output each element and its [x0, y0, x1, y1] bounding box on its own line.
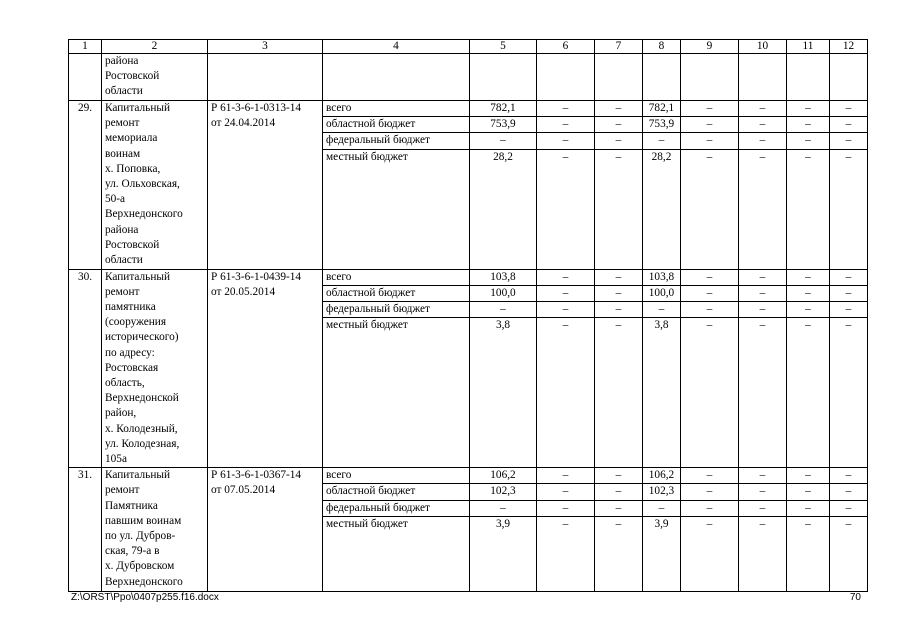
- value-cell-8: 106,2: [643, 468, 681, 484]
- value-cell-8: 28,2: [643, 149, 681, 269]
- value-cell-6: –: [537, 500, 595, 516]
- header-cell: 7: [595, 40, 643, 54]
- value-cell-7: –: [595, 285, 643, 301]
- value-cell-5: 28,2: [470, 149, 537, 269]
- value-cell-9: –: [681, 484, 739, 500]
- value-cell-5: –: [470, 302, 537, 318]
- header-cell: 6: [537, 40, 595, 54]
- value-cell-11: –: [787, 484, 830, 500]
- value-cell-9: –: [681, 133, 739, 149]
- row-number-cell: 29.: [69, 101, 102, 270]
- value-cell-6: –: [537, 302, 595, 318]
- value-cell-8: 102,3: [643, 484, 681, 500]
- value-cell-6: –: [537, 133, 595, 149]
- funding-source-cell: всего: [323, 101, 470, 117]
- header-cell: 4: [323, 40, 470, 54]
- object-name-cell: Капитальный ремонт Памятника павшим воинам по ул. Дубров- ская, 79-а в х. Дубровском Верхнедонского: [102, 468, 208, 592]
- value-cell-9: –: [681, 302, 739, 318]
- footer-page-number: 70: [849, 592, 861, 603]
- table-row: [69, 101, 868, 117]
- value-cell-10: –: [739, 149, 787, 269]
- value-cell-12: –: [830, 117, 868, 133]
- value-cell-9: –: [681, 516, 739, 591]
- value-cell-9: –: [681, 285, 739, 301]
- value-cell-8: 3,8: [643, 318, 681, 468]
- value-cell-10: –: [739, 133, 787, 149]
- value-cell-11: –: [787, 133, 830, 149]
- value-cell-12: –: [830, 302, 868, 318]
- value-cell-5: 782,1: [470, 101, 537, 117]
- funding-source-cell: федеральный бюджет: [323, 500, 470, 516]
- value-cell-10: –: [739, 516, 787, 591]
- value-cell-10: –: [739, 269, 787, 285]
- document-number-cell: Р 61-3-6-1-0439-14 от 20.05.2014: [208, 269, 323, 468]
- value-cell-11: –: [787, 302, 830, 318]
- empty-cell: [830, 54, 868, 101]
- table-body: [69, 40, 868, 592]
- value-cell-7: –: [595, 500, 643, 516]
- object-name-cell: Капитальный ремонт мемориала воинам х. Поповка, ул. Ольховская, 50-а Верхнедонского района Ростовской области: [102, 101, 208, 270]
- footer-file-path: Z:\ORST\Ppo\0407p255.f16.docx: [71, 592, 219, 603]
- value-cell-5: 106,2: [470, 468, 537, 484]
- empty-cell: [323, 54, 470, 101]
- document-number-cell: Р 61-3-6-1-0313-14 от 24.04.2014: [208, 101, 323, 270]
- value-cell-11: –: [787, 318, 830, 468]
- document-table: [68, 39, 868, 592]
- value-cell-12: –: [830, 484, 868, 500]
- funding-source-cell: всего: [323, 468, 470, 484]
- value-cell-6: –: [537, 101, 595, 117]
- value-cell-12: –: [830, 269, 868, 285]
- funding-source-cell: всего: [323, 269, 470, 285]
- value-cell-5: –: [470, 500, 537, 516]
- value-cell-11: –: [787, 149, 830, 269]
- funding-source-cell: областной бюджет: [323, 285, 470, 301]
- value-cell-10: –: [739, 101, 787, 117]
- value-cell-8: 753,9: [643, 117, 681, 133]
- value-cell-11: –: [787, 468, 830, 484]
- object-name-cell: Капитальный ремонт памятника (сооружения исторического) по адресу: Ростовская область, Верхнедонской район, х. Колодезный, ул. Колодезная, 105а: [102, 269, 208, 468]
- header-row: [69, 40, 868, 54]
- value-cell-8: –: [643, 133, 681, 149]
- value-cell-6: –: [537, 269, 595, 285]
- value-cell-5: 103,8: [470, 269, 537, 285]
- value-cell-8: 103,8: [643, 269, 681, 285]
- value-cell-11: –: [787, 500, 830, 516]
- funding-source-cell: федеральный бюджет: [323, 302, 470, 318]
- empty-cell: [739, 54, 787, 101]
- header-cell: 2: [102, 40, 208, 54]
- value-cell-12: –: [830, 133, 868, 149]
- value-cell-5: 100,0: [470, 285, 537, 301]
- funding-source-cell: местный бюджет: [323, 318, 470, 468]
- funding-source-cell: местный бюджет: [323, 516, 470, 591]
- document-number-cell: Р 61-3-6-1-0367-14 от 07.05.2014: [208, 468, 323, 592]
- empty-cell: [537, 54, 595, 101]
- value-cell-7: –: [595, 269, 643, 285]
- value-cell-5: 3,9: [470, 516, 537, 591]
- value-cell-9: –: [681, 468, 739, 484]
- value-cell-6: –: [537, 484, 595, 500]
- value-cell-8: –: [643, 500, 681, 516]
- header-cell: 3: [208, 40, 323, 54]
- continuation-row: [69, 54, 868, 101]
- value-cell-6: –: [537, 468, 595, 484]
- empty-cell: [643, 54, 681, 101]
- value-cell-10: –: [739, 302, 787, 318]
- value-cell-12: –: [830, 468, 868, 484]
- value-cell-7: –: [595, 101, 643, 117]
- value-cell-10: –: [739, 500, 787, 516]
- value-cell-7: –: [595, 468, 643, 484]
- value-cell-12: –: [830, 500, 868, 516]
- value-cell-6: –: [537, 149, 595, 269]
- header-cell: 1: [69, 40, 102, 54]
- object-name-cell: района Ростовской области: [102, 54, 208, 101]
- value-cell-8: –: [643, 302, 681, 318]
- value-cell-11: –: [787, 101, 830, 117]
- empty-cell: [69, 54, 102, 101]
- value-cell-10: –: [739, 468, 787, 484]
- value-cell-6: –: [537, 516, 595, 591]
- table-row: [69, 269, 868, 285]
- empty-cell: [787, 54, 830, 101]
- value-cell-5: 753,9: [470, 117, 537, 133]
- funding-source-cell: областной бюджет: [323, 117, 470, 133]
- value-cell-11: –: [787, 285, 830, 301]
- value-cell-7: –: [595, 302, 643, 318]
- header-cell: 12: [830, 40, 868, 54]
- value-cell-7: –: [595, 516, 643, 591]
- empty-cell: [595, 54, 643, 101]
- funding-source-cell: местный бюджет: [323, 149, 470, 269]
- value-cell-7: –: [595, 318, 643, 468]
- value-cell-10: –: [739, 285, 787, 301]
- funding-source-cell: областной бюджет: [323, 484, 470, 500]
- value-cell-12: –: [830, 101, 868, 117]
- value-cell-7: –: [595, 149, 643, 269]
- row-number-cell: 31.: [69, 468, 102, 592]
- header-cell: 5: [470, 40, 537, 54]
- value-cell-9: –: [681, 500, 739, 516]
- value-cell-6: –: [537, 285, 595, 301]
- header-cell: 9: [681, 40, 739, 54]
- value-cell-5: 3,8: [470, 318, 537, 468]
- value-cell-5: 102,3: [470, 484, 537, 500]
- value-cell-10: –: [739, 318, 787, 468]
- empty-cell: [208, 54, 323, 101]
- value-cell-6: –: [537, 318, 595, 468]
- value-cell-8: 100,0: [643, 285, 681, 301]
- value-cell-10: –: [739, 484, 787, 500]
- row-number-cell: 30.: [69, 269, 102, 468]
- value-cell-9: –: [681, 117, 739, 133]
- value-cell-9: –: [681, 101, 739, 117]
- value-cell-7: –: [595, 133, 643, 149]
- value-cell-12: –: [830, 149, 868, 269]
- header-cell: 11: [787, 40, 830, 54]
- value-cell-7: –: [595, 117, 643, 133]
- empty-cell: [681, 54, 739, 101]
- value-cell-11: –: [787, 516, 830, 591]
- value-cell-5: –: [470, 133, 537, 149]
- value-cell-11: –: [787, 117, 830, 133]
- value-cell-10: –: [739, 117, 787, 133]
- value-cell-11: –: [787, 269, 830, 285]
- value-cell-12: –: [830, 318, 868, 468]
- empty-cell: [470, 54, 537, 101]
- funding-source-cell: федеральный бюджет: [323, 133, 470, 149]
- value-cell-8: 782,1: [643, 101, 681, 117]
- value-cell-8: 3,9: [643, 516, 681, 591]
- value-cell-7: –: [595, 484, 643, 500]
- value-cell-6: –: [537, 117, 595, 133]
- value-cell-9: –: [681, 149, 739, 269]
- header-cell: 8: [643, 40, 681, 54]
- value-cell-12: –: [830, 516, 868, 591]
- header-cell: 10: [739, 40, 787, 54]
- value-cell-12: –: [830, 285, 868, 301]
- table-row: [69, 468, 868, 484]
- value-cell-9: –: [681, 318, 739, 468]
- value-cell-9: –: [681, 269, 739, 285]
